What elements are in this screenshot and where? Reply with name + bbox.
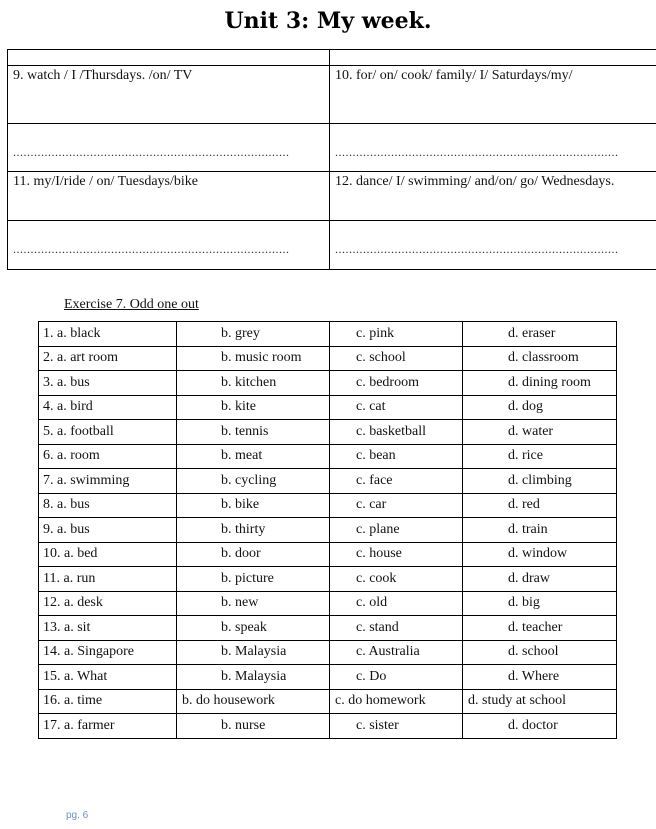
option-c[interactable]: c. face bbox=[330, 469, 463, 494]
option-d[interactable]: d. study at school bbox=[463, 689, 617, 714]
option-b[interactable]: b. tennis bbox=[177, 420, 330, 445]
answer-cell-10[interactable] bbox=[330, 124, 656, 172]
option-a[interactable]: 17. a. farmer bbox=[39, 714, 177, 739]
option-a[interactable]: 9. a. bus bbox=[39, 518, 177, 543]
table-row bbox=[39, 567, 617, 592]
table-row bbox=[39, 420, 617, 445]
option-c[interactable]: c. Australia bbox=[330, 640, 463, 665]
option-c[interactable]: c. car bbox=[330, 493, 463, 518]
question-12: 12. dance/ I/ swimming/ and/on/ go/ Wednesdays. bbox=[330, 172, 656, 221]
option-b[interactable]: b. meat bbox=[177, 444, 330, 469]
answer-cell-9[interactable] bbox=[8, 124, 330, 172]
option-a[interactable]: 11. a. run bbox=[39, 567, 177, 592]
option-a[interactable]: 7. a. swimming bbox=[39, 469, 177, 494]
table-row bbox=[39, 616, 617, 641]
table-row bbox=[39, 493, 617, 518]
option-d[interactable]: d. train bbox=[463, 518, 617, 543]
option-b[interactable]: b. nurse bbox=[177, 714, 330, 739]
table-row bbox=[39, 591, 617, 616]
option-a[interactable]: 12. a. desk bbox=[39, 591, 177, 616]
option-d[interactable]: d. doctor bbox=[463, 714, 617, 739]
option-c[interactable]: c. do homework bbox=[330, 689, 463, 714]
option-c[interactable]: c. school bbox=[330, 346, 463, 371]
answer-cell-12[interactable] bbox=[330, 221, 656, 270]
option-b[interactable]: b. kitchen bbox=[177, 371, 330, 396]
option-c[interactable]: c. cook bbox=[330, 567, 463, 592]
option-a[interactable]: 16. a. time bbox=[39, 689, 177, 714]
table-row bbox=[39, 322, 617, 347]
table-row bbox=[39, 714, 617, 739]
option-c[interactable]: c. stand bbox=[330, 616, 463, 641]
table-row bbox=[39, 346, 617, 371]
option-a[interactable]: 14. a. Singapore bbox=[39, 640, 177, 665]
option-d[interactable]: d. eraser bbox=[463, 322, 617, 347]
option-b[interactable]: b. speak bbox=[177, 616, 330, 641]
option-b[interactable]: b. kite bbox=[177, 395, 330, 420]
option-a[interactable]: 2. a. art room bbox=[39, 346, 177, 371]
option-a[interactable]: 4. a. bird bbox=[39, 395, 177, 420]
sentence-table bbox=[7, 49, 656, 270]
option-d[interactable]: d. dog bbox=[463, 395, 617, 420]
option-d[interactable]: d. Where bbox=[463, 665, 617, 690]
question-9: 9. watch / I /Thursdays. /on/ TV bbox=[8, 66, 330, 124]
option-d[interactable]: d. school bbox=[463, 640, 617, 665]
option-d[interactable]: d. dining room bbox=[463, 371, 617, 396]
option-b[interactable]: b. picture bbox=[177, 567, 330, 592]
option-c[interactable]: c. Do bbox=[330, 665, 463, 690]
option-a[interactable]: 13. a. sit bbox=[39, 616, 177, 641]
option-d[interactable]: d. water bbox=[463, 420, 617, 445]
answer-line: ................................................................................. bbox=[335, 145, 619, 159]
option-d[interactable]: d. red bbox=[463, 493, 617, 518]
table-row bbox=[39, 395, 617, 420]
option-c[interactable]: c. plane bbox=[330, 518, 463, 543]
option-b[interactable]: b. music room bbox=[177, 346, 330, 371]
option-b[interactable]: b. cycling bbox=[177, 469, 330, 494]
option-c[interactable]: c. basketball bbox=[330, 420, 463, 445]
option-a[interactable]: 10. a. bed bbox=[39, 542, 177, 567]
option-a[interactable]: 6. a. room bbox=[39, 444, 177, 469]
answer-line: ............................................................................... bbox=[13, 145, 290, 159]
option-a[interactable]: 15. a. What bbox=[39, 665, 177, 690]
option-a[interactable]: 5. a. football bbox=[39, 420, 177, 445]
option-a[interactable]: 8. a. bus bbox=[39, 493, 177, 518]
option-c[interactable]: c. cat bbox=[330, 395, 463, 420]
header-cell bbox=[330, 50, 656, 66]
table-row bbox=[39, 444, 617, 469]
table-row bbox=[39, 665, 617, 690]
option-d[interactable]: d. big bbox=[463, 591, 617, 616]
table-row bbox=[39, 371, 617, 396]
header-cell bbox=[8, 50, 330, 66]
option-b[interactable]: b. Malaysia bbox=[177, 640, 330, 665]
table-row bbox=[39, 518, 617, 543]
option-d[interactable]: d. climbing bbox=[463, 469, 617, 494]
exercise-title: Exercise 7. Odd one out bbox=[64, 297, 199, 312]
question-10: 10. for/ on/ cook/ family/ I/ Saturdays/my/ bbox=[330, 66, 656, 124]
option-d[interactable]: d. window bbox=[463, 542, 617, 567]
page-number: pg. 6 bbox=[66, 810, 89, 821]
odd-one-out-table bbox=[38, 321, 617, 739]
option-b[interactable]: b. new bbox=[177, 591, 330, 616]
page-title: Unit 3: My week. bbox=[224, 8, 432, 34]
option-b[interactable]: b. thirty bbox=[177, 518, 330, 543]
option-c[interactable]: c. old bbox=[330, 591, 463, 616]
option-b[interactable]: b. do housework bbox=[177, 689, 330, 714]
option-c[interactable]: c. bedroom bbox=[330, 371, 463, 396]
option-b[interactable]: b. grey bbox=[177, 322, 330, 347]
answer-cell-11[interactable] bbox=[8, 221, 330, 270]
option-d[interactable]: d. draw bbox=[463, 567, 617, 592]
option-a[interactable]: 3. a. bus bbox=[39, 371, 177, 396]
option-c[interactable]: c. bean bbox=[330, 444, 463, 469]
table-row bbox=[39, 469, 617, 494]
option-b[interactable]: b. bike bbox=[177, 493, 330, 518]
table-row bbox=[39, 640, 617, 665]
option-c[interactable]: c. house bbox=[330, 542, 463, 567]
option-d[interactable]: d. rice bbox=[463, 444, 617, 469]
answer-line: ............................................................................... bbox=[13, 242, 290, 256]
table-row bbox=[39, 542, 617, 567]
option-c[interactable]: c. pink bbox=[330, 322, 463, 347]
answer-line: ................................................................................. bbox=[335, 242, 619, 256]
option-b[interactable]: b. door bbox=[177, 542, 330, 567]
table-row bbox=[39, 689, 617, 714]
option-c[interactable]: c. sister bbox=[330, 714, 463, 739]
option-d[interactable]: d. classroom bbox=[463, 346, 617, 371]
question-11: 11. my/I/ride / on/ Tuesdays/bike bbox=[8, 172, 330, 221]
option-a[interactable]: 1. a. black bbox=[39, 322, 177, 347]
option-b[interactable]: b. Malaysia bbox=[177, 665, 330, 690]
option-d[interactable]: d. teacher bbox=[463, 616, 617, 641]
